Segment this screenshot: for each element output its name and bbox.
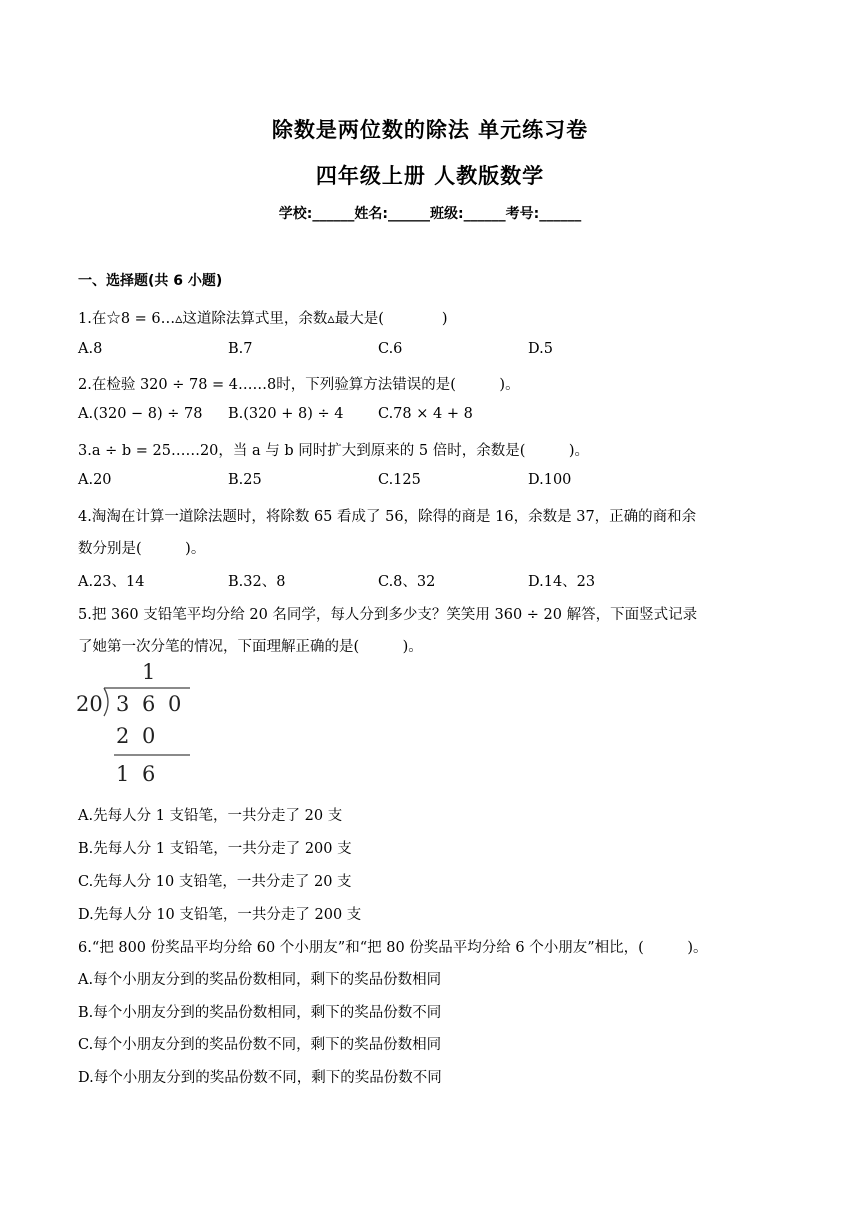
question-4-option-a: A.23、14 [78,574,145,590]
long-division-quotient: 1 [142,660,156,684]
student-info-line: 学校:______姓名:______班级:______考号:______ [278,206,582,222]
question-3-stem: 3.a ÷ b = 25……20，当 a 与 b 同时扩大到原来的 5 倍时，余数是( )。 [78,443,590,459]
long-division-product-digit: 0 [142,724,156,748]
question-4-stem-line-2: 数分别是( )。 [78,541,206,557]
question-6-option-c: C.每个小朋友分到的奖品份数不同，剩下的奖品份数相同 [78,1037,442,1053]
question-6-option-b: B.每个小朋友分到的奖品份数相同，剩下的奖品份数不同 [78,1005,442,1021]
question-5-option-c: C.先每人分 10 支铅笔，一共分走了 20 支 [78,874,352,890]
long-division-bracket [74,660,194,792]
question-1-option-b: B.7 [228,341,253,357]
question-3-option-a: A.20 [78,472,112,488]
question-6-option-a: A.每个小朋友分到的奖品份数相同，剩下的奖品份数相同 [78,972,442,988]
question-5-stem-line-1: 5.把 360 支铅笔平均分给 20 名同学，每人分到多少支？笑笑用 360 ÷ 20 解答，下面竖式记录 [78,607,698,623]
question-5-option-b: B.先每人分 1 支铅笔，一共分走了 200 支 [78,841,352,857]
long-division-divisor: 20 [76,692,103,716]
question-2-option-b: B.(320 + 8) ÷ 4 [228,406,344,422]
question-5-option-d: D.先每人分 10 支铅笔，一共分走了 200 支 [78,907,362,923]
question-2-stem: 2.在检验 320 ÷ 78 = 4……8时，下列验算方法错误的是( )。 [78,377,520,393]
question-2-option-a: A.(320 − 8) ÷ 78 [78,406,203,422]
question-5-option-a: A.先每人分 1 支铅笔，一共分走了 20 支 [78,808,343,824]
long-division-remainder-digit: 1 [116,762,130,786]
question-3-option-d: D.100 [528,472,572,488]
worksheet-title: 除数是两位数的除法 单元练习卷 [271,118,589,142]
question-6-option-d: D.每个小朋友分到的奖品份数不同，剩下的奖品份数不同 [78,1070,442,1086]
question-4-option-b: B.32、8 [228,574,286,590]
question-6-stem: 6.“把 800 份奖品平均分给 60 个小朋友”和“把 80 份奖品平均分给 6 个小朋友”相比，( )。 [78,940,708,956]
long-division-dividend-digit: 0 [168,692,182,716]
question-5-stem-line-2: 了她第一次分笔的情况，下面理解正确的是( )。 [78,639,423,655]
question-2-option-c: C.78 × 4 + 8 [378,406,473,422]
question-3-option-c: C.125 [378,472,421,488]
long-division-figure [74,660,194,792]
question-1-stem: 1.在☆8 = 6…▵这道除法算式里，余数▵最大是( ) [78,311,448,327]
question-4-stem-line-1: 4.淘淘在计算一道除法题时，将除数 65 看成了 56，除得的商是 16，余数是 37，正确的商和余 [78,509,697,525]
question-1-option-c: C.6 [378,341,403,357]
question-4-option-d: D.14、23 [528,574,596,590]
long-division-remainder-digit: 6 [142,762,156,786]
long-division-dividend-digit: 6 [142,692,156,716]
section-heading: 一、选择题(共 6 小题) [78,273,223,289]
question-4-option-c: C.8、32 [378,574,436,590]
long-division-dividend-digit: 3 [116,692,130,716]
worksheet-subtitle: 四年级上册 人教版数学 [315,164,545,188]
question-3-option-b: B.25 [228,472,262,488]
question-1-option-d: D.5 [528,341,553,357]
question-1-option-a: A.8 [78,341,103,357]
long-division-product-digit: 2 [116,724,130,748]
